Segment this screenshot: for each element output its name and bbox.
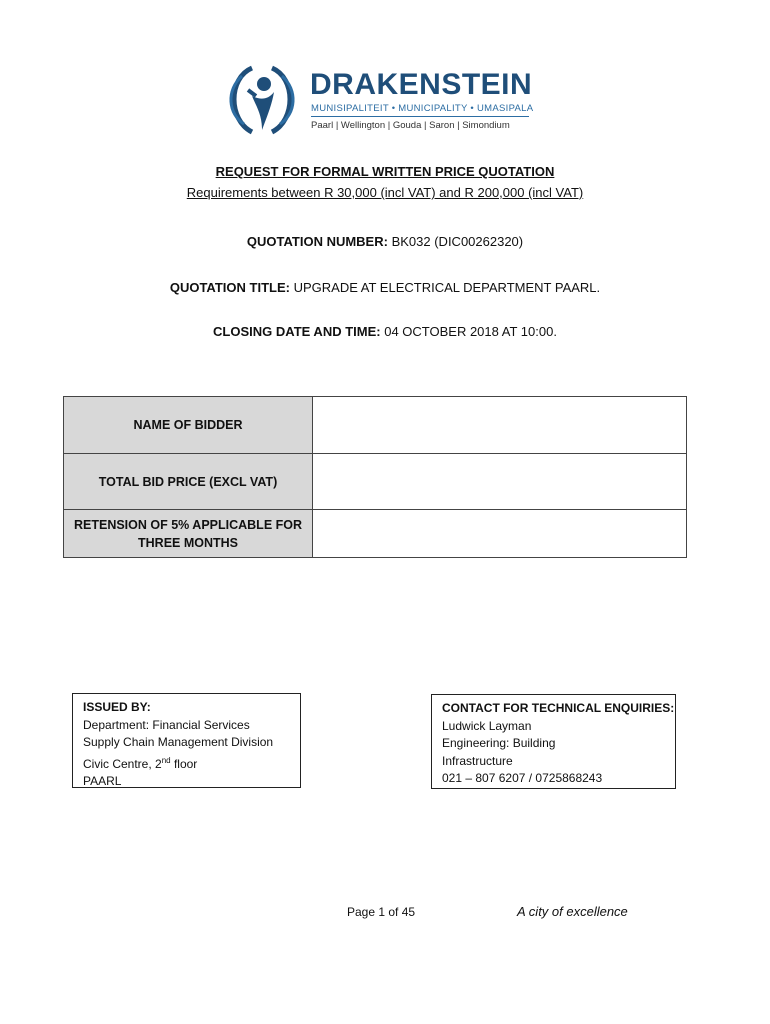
retension-field[interactable]	[313, 510, 687, 558]
closing-date-value: 04 OCTOBER 2018 AT 10:00.	[384, 324, 557, 339]
bid-table-row	[64, 510, 687, 558]
technical-contact-title: CONTACT FOR TECHNICAL ENQUIRIES:	[442, 701, 675, 715]
bidder-name-field[interactable]	[313, 397, 687, 454]
bid-table-row	[64, 397, 687, 454]
logo-divider	[311, 116, 529, 117]
quotation-number-value: BK032 (DIC00262320)	[391, 234, 524, 249]
technical-contact-line: Infrastructure	[442, 753, 513, 768]
issued-by-ordinal: nd	[161, 755, 171, 765]
issued-by-box	[72, 693, 301, 788]
bid-table-row	[64, 454, 687, 510]
quotation-number-label: QUOTATION NUMBER:	[246, 234, 388, 249]
closing-date-label: CLOSING DATE AND TIME:	[213, 324, 381, 339]
logo-towns: Paarl | Wellington | Gouda | Saron | Simondium	[311, 120, 510, 131]
closing-date	[0, 324, 770, 339]
drakenstein-logo	[222, 62, 542, 136]
total-bid-price-label: TOTAL BID PRICE (EXCL VAT)	[64, 454, 313, 510]
issued-by-floor: floor	[170, 756, 198, 771]
issued-by-address: Civic Centre, 2	[83, 756, 162, 771]
issued-by-line: Supply Chain Management Division	[83, 735, 274, 749]
retension-label	[64, 510, 313, 558]
technical-contact-phone: 021 – 807 6207 / 0725868243	[442, 771, 603, 785]
logo-subtitle: MUNISIPALITEIT • MUNICIPALITY • UMASIPALA	[311, 103, 534, 114]
municipality-emblem-icon	[222, 62, 302, 136]
issued-by-title: ISSUED BY:	[83, 700, 151, 714]
retension-label-line2: THREE MONTHS	[138, 535, 238, 550]
technical-contact-line: Engineering: Building	[442, 736, 556, 750]
logo-name: DRAKENSTEIN	[310, 68, 533, 101]
page-number: Page 1 of 45	[347, 905, 416, 919]
document-title: REQUEST FOR FORMAL WRITTEN PRICE QUOTATION	[215, 164, 555, 179]
document-subtitle: Requirements between R 30,000 (incl VAT) and R 200,000 (incl VAT)	[186, 185, 584, 200]
footer-motto: A city of excellence	[517, 904, 628, 919]
bidder-name-label: NAME OF BIDDER	[64, 397, 313, 454]
bid-table	[63, 396, 687, 558]
total-bid-price-field[interactable]	[313, 454, 687, 510]
quotation-title-value: UPGRADE AT ELECTRICAL DEPARTMENT PAARL.	[293, 280, 601, 295]
quotation-title-label: QUOTATION TITLE:	[169, 280, 290, 295]
technical-contact-name: Ludwick Layman	[442, 718, 532, 733]
quotation-number	[0, 234, 770, 249]
issued-by-line: PAARL	[83, 774, 122, 788]
retension-label-line1: RETENSION OF 5% APPLICABLE FOR	[73, 517, 303, 532]
issued-by-line	[83, 752, 290, 774]
technical-contact-box	[431, 694, 676, 789]
issued-by-line: Department: Financial Services	[83, 717, 250, 732]
quotation-title	[0, 280, 770, 295]
